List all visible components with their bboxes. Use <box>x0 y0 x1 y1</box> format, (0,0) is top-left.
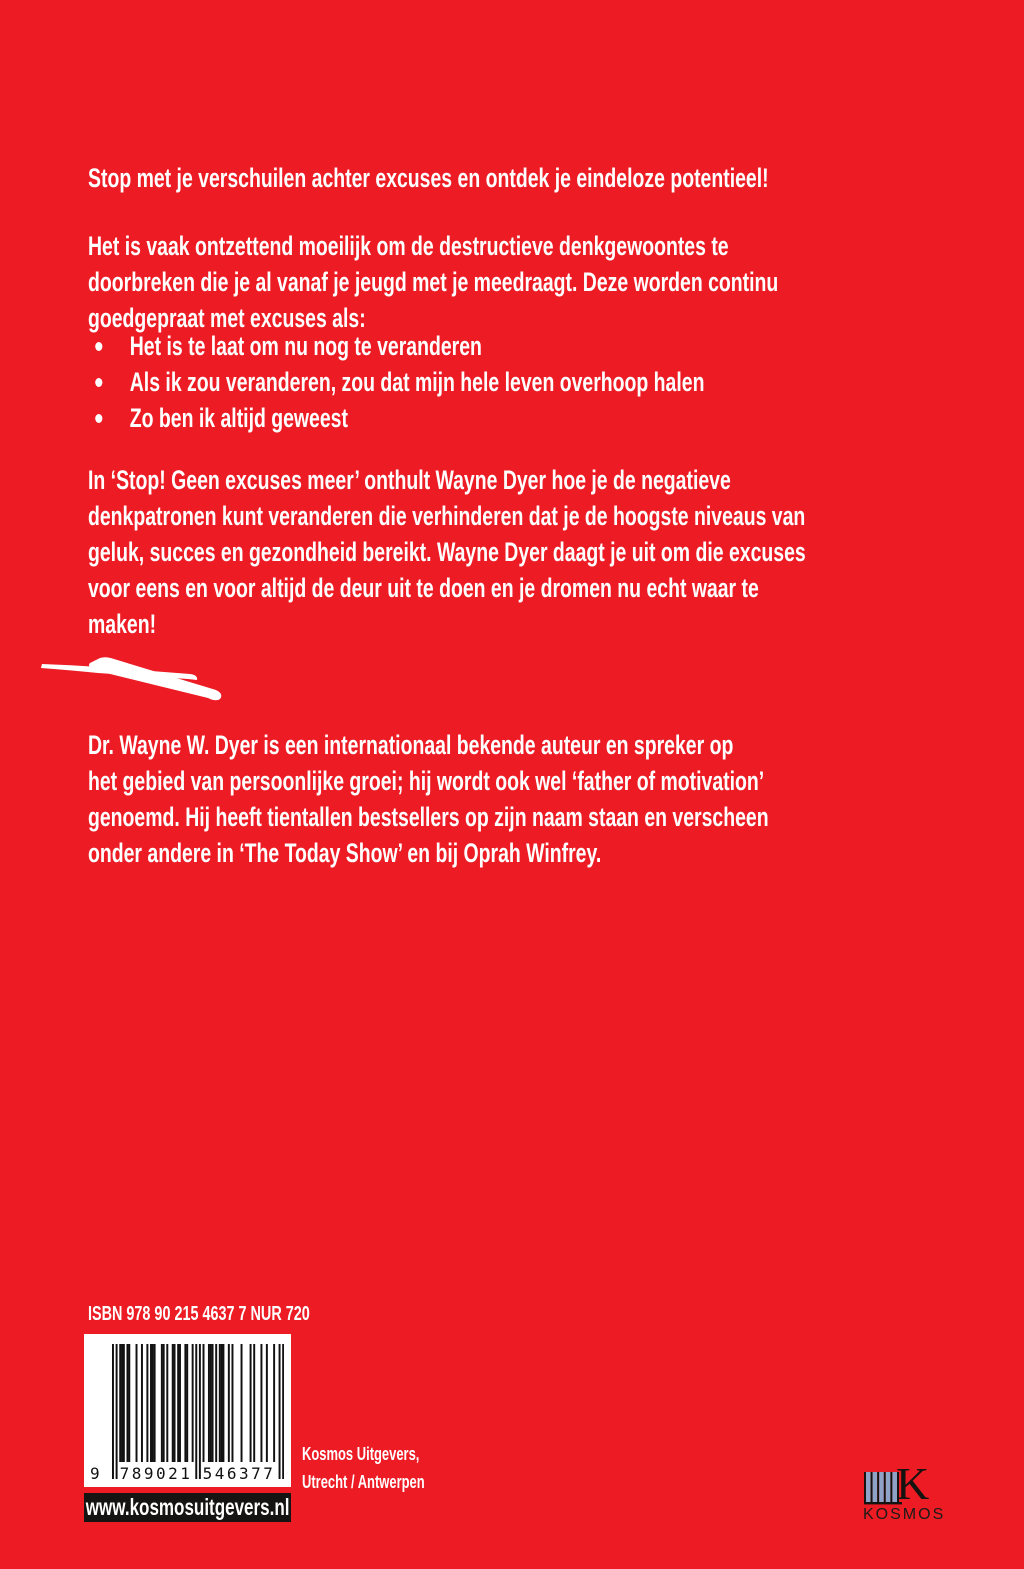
paragraph-line: Dr. Wayne W. Dyer is een internationaal bekende auteur en spreker op <box>88 730 734 760</box>
paragraph-line: doorbreken die je al vanaf je jeugd met je meedraagt. Deze worden continu <box>88 267 779 297</box>
book-description-paragraph <box>88 462 806 642</box>
bullet-text: Het is te laat om nu nog te veranderen <box>129 331 482 361</box>
paragraph-line: voor eens en voor altijd de deur uit te doen en je dromen nu echt waar te <box>88 573 759 603</box>
publisher-location: Utrecht / Antwerpen <box>302 1472 425 1492</box>
website-box <box>84 1493 291 1522</box>
brush-stroke-divider <box>40 654 235 706</box>
list-item <box>88 364 704 400</box>
paragraph-line: het gebied van persoonlijke groei; hij wordt ook wel ‘father of motivation’ <box>88 766 765 796</box>
paragraph-line: denkpatronen kunt veranderen die verhinderen dat je de hoogste niveaus van <box>88 501 806 531</box>
kosmos-logo <box>862 1458 952 1528</box>
paragraph-line: maken! <box>88 609 157 639</box>
list-item <box>88 400 704 436</box>
paragraph-line: goedgepraat met excuses als: <box>88 303 366 333</box>
barcode-digits: 789021 <box>119 1464 193 1483</box>
barcode-bars <box>112 1344 284 1479</box>
kosmos-logo-k: K <box>896 1458 930 1509</box>
bullet-icon <box>95 342 102 351</box>
paragraph-line: genoemd. Hij heeft tientallen bestsellers op zijn naam staan en verscheen <box>88 802 769 832</box>
intro-paragraph <box>88 228 778 336</box>
paragraph-line: onder andere in ‘The Today Show’ en bij Oprah Winfrey. <box>88 838 602 868</box>
bullet-text: Als ik zou veranderen, zou dat mijn hele leven overhoop halen <box>129 367 705 397</box>
excuses-bullet-list <box>88 328 704 436</box>
headline: Stop met je verschuilen achter excuses en ontdek je eindeloze potentieel! <box>88 163 769 193</box>
barcode-digits: 546377 <box>202 1464 276 1483</box>
isbn-text: ISBN 978 90 215 4637 7 NUR 720 <box>88 1303 310 1325</box>
paragraph-line: In ‘Stop! Geen excuses meer’ onthult Wayne Dyer hoe je de negatieve <box>88 465 731 495</box>
bullet-text: Zo ben ik altijd geweest <box>129 403 348 433</box>
kosmos-logo-label: KOSMOS <box>863 1506 946 1523</box>
website-url: www.kosmosuitgevers.nl <box>85 1494 290 1520</box>
barcode <box>84 1334 291 1487</box>
paragraph-line: geluk, succes en gezondheid bereikt. Wayne Dyer daagt je uit om die excuses <box>88 537 806 567</box>
publisher-info <box>302 1440 425 1496</box>
publisher-name: Kosmos Uitgevers, <box>302 1444 420 1464</box>
bullet-icon <box>95 378 102 387</box>
bullet-icon <box>95 414 102 423</box>
paragraph-line: Het is vaak ontzettend moeilijk om de destructieve denkgewoontes te <box>88 231 729 261</box>
list-item <box>88 328 704 364</box>
barcode-digit: 9 <box>90 1464 103 1483</box>
author-bio-paragraph <box>88 727 769 871</box>
